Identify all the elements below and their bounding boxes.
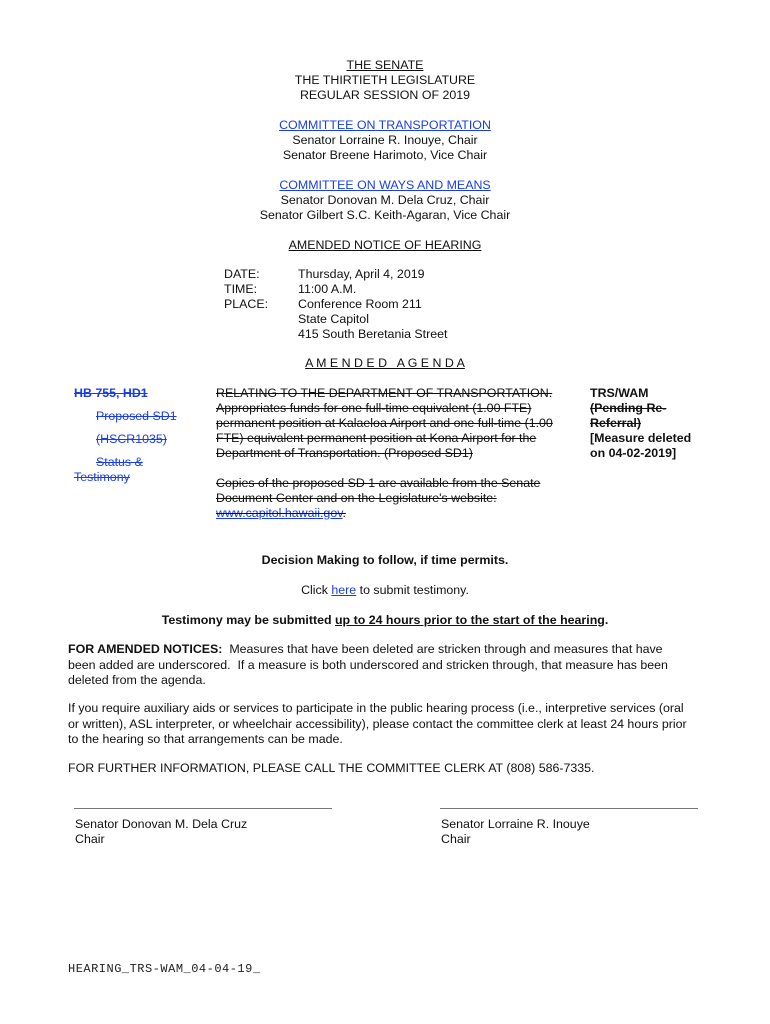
measure-desc-line-4: Department of Transportation. (Proposed SD1) [216,446,473,460]
testimony-deadline [0,613,770,628]
committee-1-vice-chair: Senator Breene Harimoto, Vice Chair [282,148,488,162]
submit-testimony-link[interactable]: here [331,583,357,597]
committee-ways-means-link[interactable]: COMMITTEE ON WAYS AND MEANS [279,178,491,192]
measure-desc-line-2: permanent position at Kalaeloa Airport and one full-time (1.00 [216,416,553,430]
committee-2-vice-chair: Senator Gilbert S.C. Keith-Agaran, Vice Chair [259,208,511,222]
click-prefix: Click [301,583,332,597]
testimony-prefix: Testimony may be submitted [161,613,335,627]
pending-line-2: Referral) [590,416,641,430]
testimony-deadline-underlined: up to 24 hours prior to the start of the hearing [334,613,605,627]
proposed-sd1-link[interactable]: Proposed SD1 [96,409,177,423]
click-suffix: to submit testimony. [356,583,469,597]
committee-transportation-link[interactable]: COMMITTEE ON TRANSPORTATION [279,118,491,132]
pending-line-1: (Pending Re- [590,401,667,415]
date-value: Thursday, April 4, 2019 [298,267,425,281]
signature-right-title: Chair [441,832,471,846]
date-label: DATE: [224,267,260,281]
signature-left-name: Senator Donovan M. Dela Cruz [75,817,248,831]
notice-title: AMENDED NOTICE OF HEARING [288,238,482,252]
copies-line-2: Document Center and on the Legislature's website: [216,491,497,505]
bill-link[interactable]: HB 755, HD1 [74,386,148,400]
place-building: State Capitol [298,312,369,326]
website-link[interactable]: www.capitol.hawaii.gov [216,506,343,520]
time-value: 11:00 A.M. [298,282,357,296]
status-link[interactable]: Status & [96,455,143,469]
copies-line-1: Copies of the proposed SD 1 are available from the Senate [216,476,541,490]
amended-notices-text: Measures that have been deleted are stricken through and measures that have been added are underscored. If a measure is both underscored and stricken through, that measure has been deleted from the agenda. [68,642,672,687]
signature-line-right [440,808,698,809]
document-footer-id: HEARING_TRS-WAM_04-04-19_ [68,962,261,976]
agenda-title: A M E N D E D A G E N D A [305,356,465,370]
testimony-link[interactable]: Testimony [74,470,130,484]
testimony-suffix: . [604,613,609,627]
decision-making-note: Decision Making to follow, if time permits. [261,553,509,567]
committee-report-link[interactable]: (HSCR1035) [96,432,167,446]
signature-line-left [74,808,332,809]
website-suffix: . [342,506,346,520]
click-line [0,583,770,598]
measure-desc-line-1: Appropriates funds for one full-time equivalent (1.00 FTE) [216,401,532,415]
committee-2-chair: Senator Donovan M. Dela Cruz, Chair [280,193,490,207]
signature-right-name: Senator Lorraine R. Inouye [441,817,590,831]
place-address: 415 South Beretania Street [298,327,448,341]
place-room: Conference Room 211 [298,297,422,311]
deleted-line-1: [Measure deleted [590,431,692,445]
senate-heading: THE SENATE [346,58,424,72]
referral-code: TRS/WAM [590,386,649,400]
amended-notices-paragraph [68,642,688,689]
auxiliary-aids-paragraph: If you require auxiliary aids or services to participate in the public hearing process (i.e., interpretive services (oral or written), ASL interpreter, or wheelchair accessibility), please contact the committee clerk at least 24 hours prior to the hearing so that arrangements can be made. [68,701,687,746]
signature-left-title: Chair [75,832,105,846]
committee-1-chair: Senator Lorraine R. Inouye, Chair [292,133,478,147]
further-info-paragraph: FOR FURTHER INFORMATION, PLEASE CALL THE COMMITTEE CLERK AT (808) 586-7335. [68,761,595,775]
time-label: TIME: [224,282,258,296]
legislature-heading: THE THIRTIETH LEGISLATURE [294,73,476,87]
deleted-line-2: on 04-02-2019] [590,446,677,460]
session-heading: REGULAR SESSION OF 2019 [299,88,471,102]
measure-desc-line-3: FTE) equivalent permanent position at Kona Airport for the [216,431,537,445]
place-label: PLACE: [224,297,269,311]
measure-title: RELATING TO THE DEPARTMENT OF TRANSPORTATION. [216,386,553,400]
amended-notices-label: FOR AMENDED NOTICES: [68,642,223,656]
